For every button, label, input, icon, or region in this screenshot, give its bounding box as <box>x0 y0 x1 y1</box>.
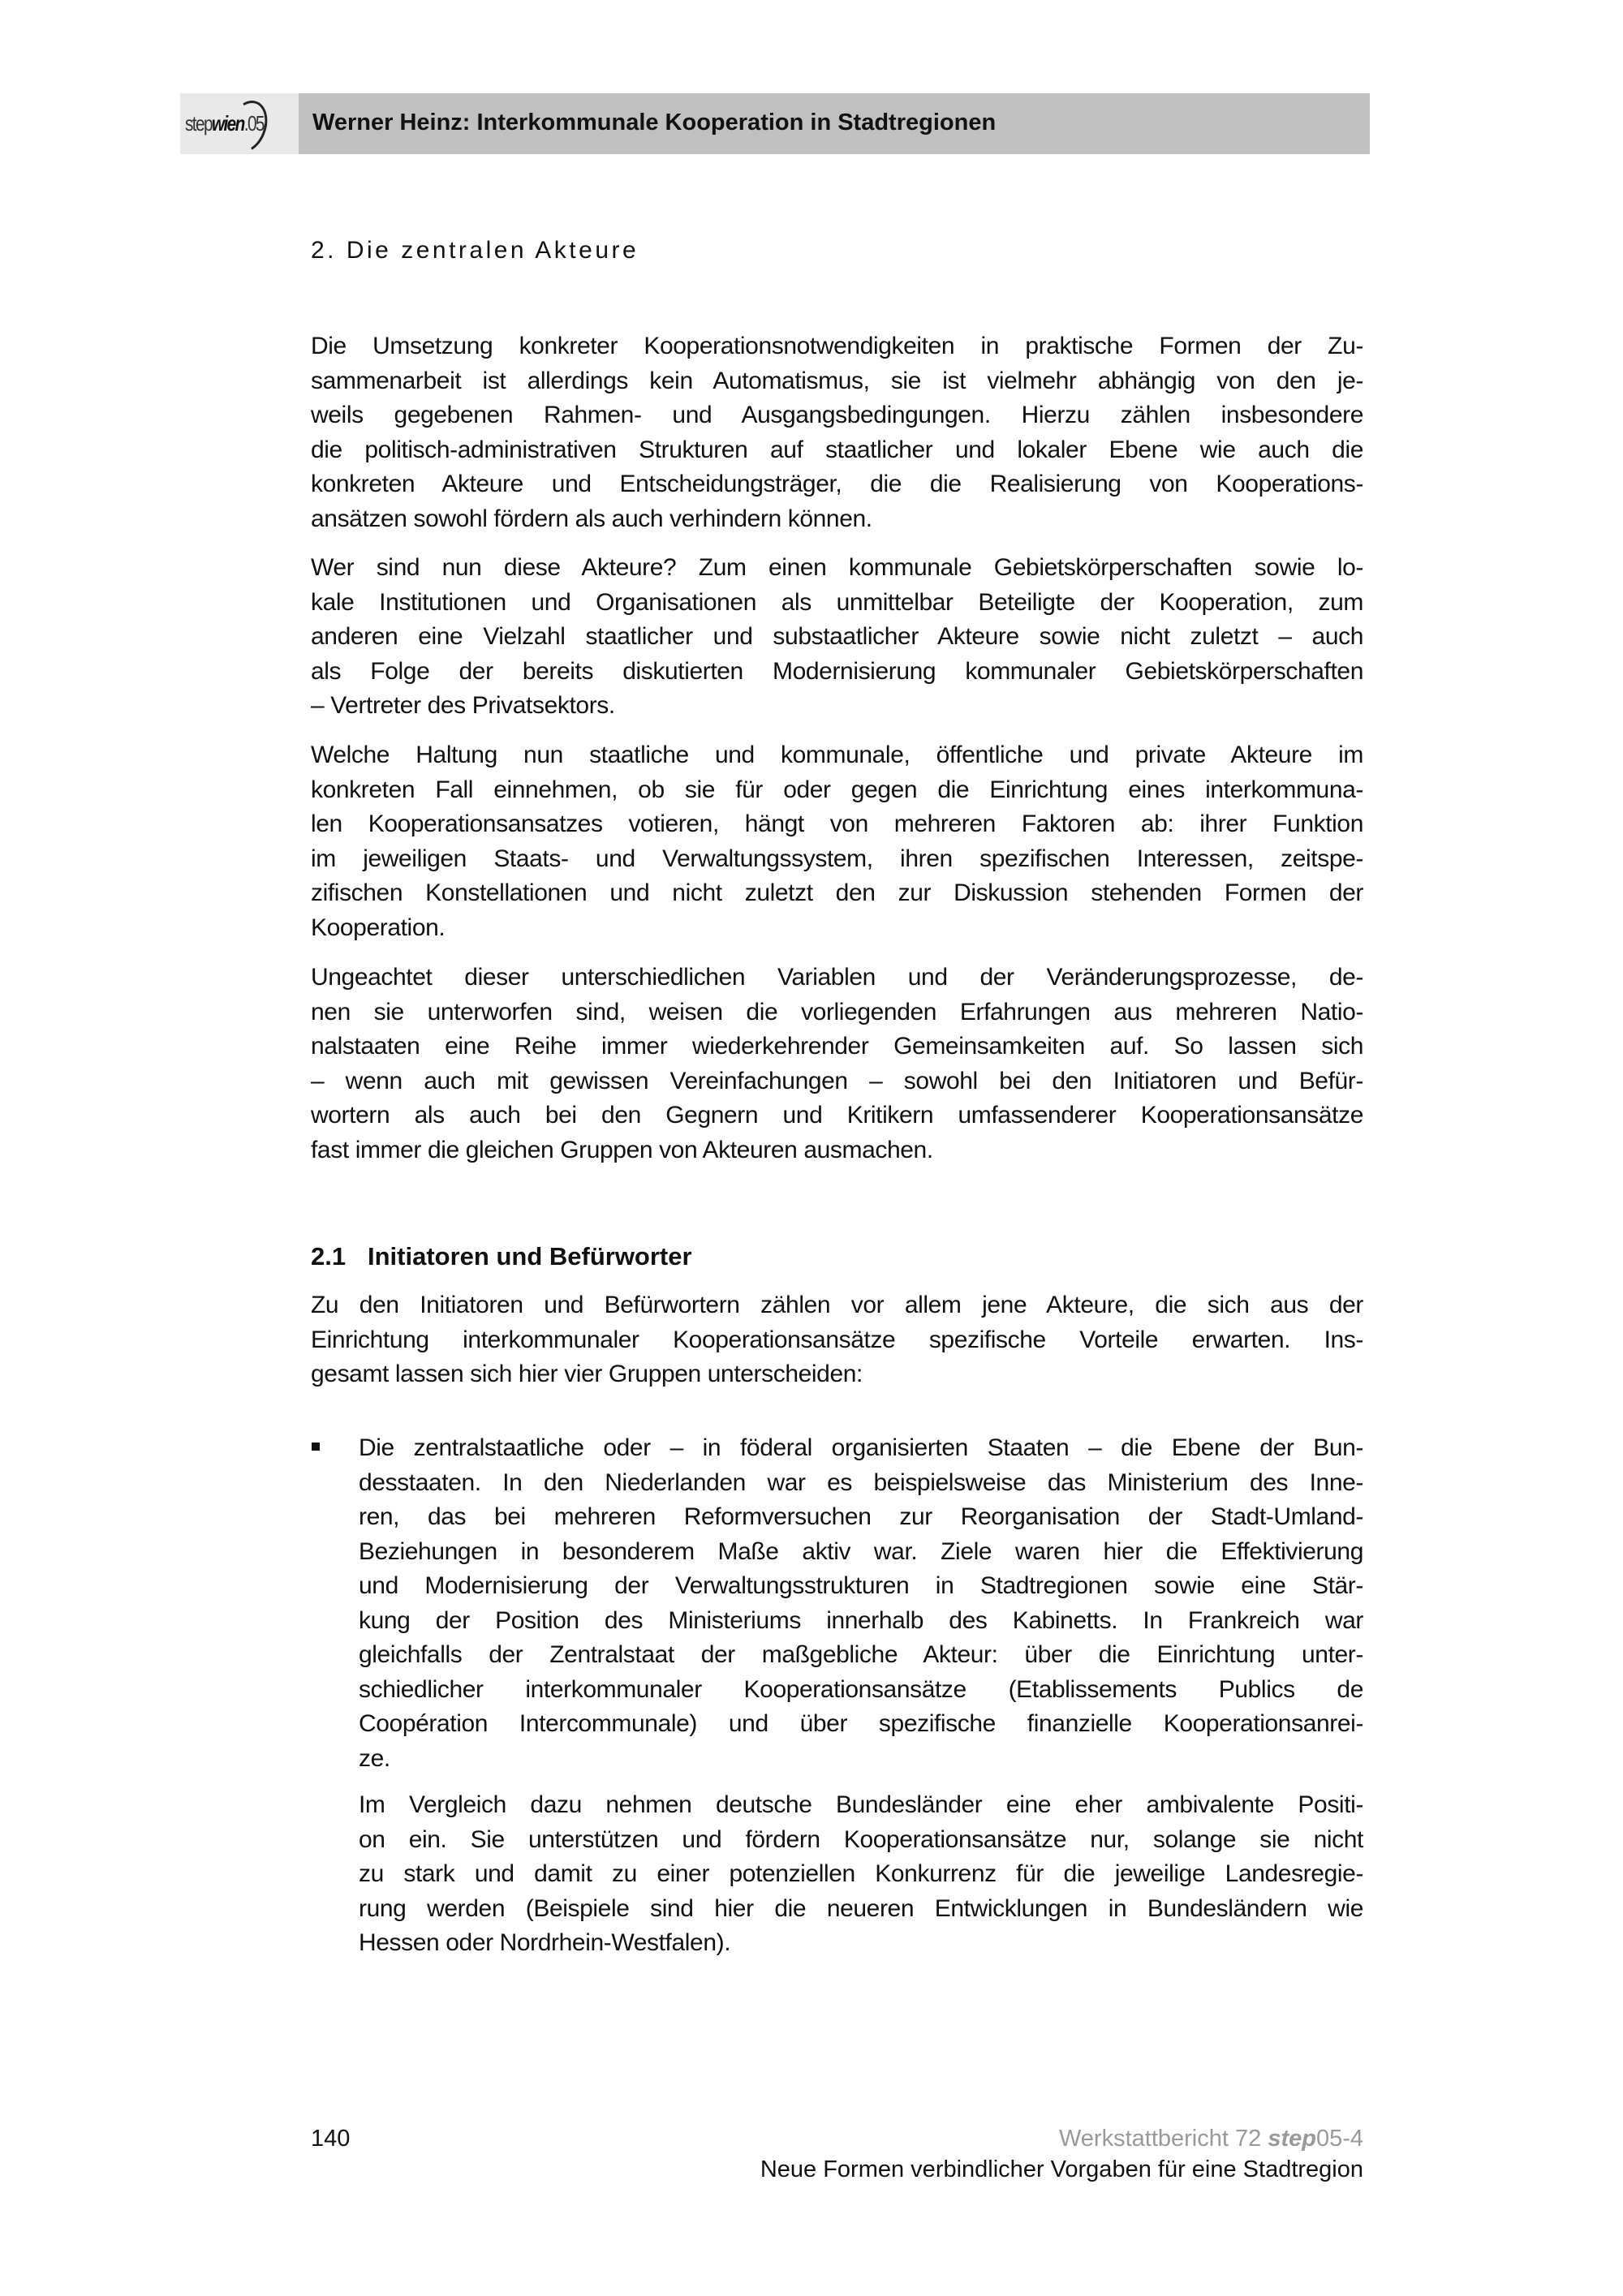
text-line: – wenn auch mit gewissen Vereinfachungen – sowohl bei den Initiatoren und Befür- <box>311 1067 1363 1094</box>
text-line: ren, das bei mehreren Reformversuchen zur Reorganisation der Stadt-Umland- <box>359 1503 1363 1530</box>
series-prefix: Werkstattbericht 72 <box>1058 2126 1268 2152</box>
logo-mid: wien <box>211 111 244 135</box>
text-line: Die zentralstaatliche oder – in föderal organisierten Staaten – die Ebene der Bun- <box>359 1434 1363 1461</box>
subsection-number: 2.1 <box>311 1242 347 1271</box>
text-line: nen sie unterworfen sind, weisen die vorliegenden Erfahrungen aus mehreren Natio- <box>311 998 1363 1025</box>
paragraph-5 <box>311 1288 1363 1392</box>
text-line: Hessen oder Nordrhein-Westfalen). <box>359 1929 731 1956</box>
text-line: ze. <box>359 1744 390 1772</box>
logo-suffix: .05 <box>243 111 264 135</box>
text-line: als Folge der bereits diskutierten Modernisierung kommunaler Gebietskörperschaften <box>311 657 1363 685</box>
text-line: Einrichtung interkommunaler Kooperationsansätze spezifische Vorteile erwarten. Ins- <box>311 1326 1363 1353</box>
text-line: zifischen Konstellationen und nicht zuletzt den zur Diskussion stehenden Formen der <box>311 879 1363 906</box>
text-line: Beziehungen in besonderem Maße aktiv war. Ziele waren hier die Effektivierung <box>359 1537 1363 1565</box>
header-title: Werner Heinz: Interkommunale Kooperation in Stadtregionen <box>312 110 997 135</box>
text-line: konkreten Fall einnehmen, ob sie für oder gegen die Einrichtung eines interkommuna- <box>311 776 1363 803</box>
text-line: nalstaaten eine Reihe immer wiederkehrender Gemeinsamkeiten auf. So lassen sich <box>311 1033 1363 1060</box>
footer-subtitle: Neue Formen verbindlicher Vorgaben für eine Stadtregion <box>760 2156 1363 2182</box>
text-line: Die Umsetzung konkreter Kooperationsnotwendigkeiten in praktische Formen der Zu- <box>311 333 1363 359</box>
stepwien-logo <box>180 93 299 154</box>
text-line: im jeweiligen Staats- und Verwaltungssystem, ihren spezifischen Interessen, zeitspe- <box>311 845 1363 872</box>
subsection-title: Initiatoren und Befürworter <box>368 1242 692 1271</box>
text-line: die politisch-administrativen Strukturen auf staatlicher und lokaler Ebene wie auch die <box>311 436 1363 463</box>
text-line: gesamt lassen sich hier vier Gruppen unterscheiden: <box>311 1361 863 1387</box>
text-line: sammenarbeit ist allerdings kein Automatismus, sie ist vielmehr abhängig von den je- <box>311 367 1363 394</box>
text-line: len Kooperationsansatzes votieren, hängt von mehreren Faktoren ab: ihrer Funktion <box>311 810 1363 837</box>
series-brand: step <box>1268 2126 1316 2152</box>
text-line: zu stark und damit zu einer potenziellen Konkurrenz für die jeweilige Landesregie- <box>359 1860 1363 1887</box>
text-line: Welche Haltung nun staatliche und kommunale, öffentliche und private Akteure im <box>311 742 1363 768</box>
page-header <box>180 93 1370 154</box>
footer-series <box>1059 2126 1363 2152</box>
section-heading: 2. Die zentralen Akteure <box>311 237 639 264</box>
text-line: kung der Position des Ministeriums innerhalb des Kabinetts. In Frankreich war <box>359 1606 1363 1634</box>
text-line: konkreten Akteure und Entscheidungsträger, die die Realisierung von Kooperations- <box>311 471 1363 497</box>
series-suffix: 05-4 <box>1315 2126 1363 2152</box>
text-line: und Modernisierung der Verwaltungsstrukturen in Stadtregionen sowie eine Stär- <box>359 1572 1363 1599</box>
text-line: Im Vergleich dazu nehmen deutsche Bundesländer eine eher ambivalente Positi- <box>359 1791 1363 1818</box>
text-line: schiedlicher interkommunaler Kooperationsansätze (Etablissements Publics de <box>359 1675 1363 1703</box>
text-line: desstaaten. In den Niederlanden war es beispielsweise das Ministerium des Inne- <box>359 1468 1363 1496</box>
text-line: on ein. Sie unterstützen und fördern Kooperationsansätze nur, solange sie nicht <box>359 1825 1363 1853</box>
text-line: Kooperation. <box>311 914 446 941</box>
bullet-item-1-continuation <box>359 1788 1363 1961</box>
text-line: – Vertreter des Privatsektors. <box>311 692 615 719</box>
text-line: gleichfalls der Zentralstaat der maßgebliche Akteur: über die Einrichtung unter- <box>359 1641 1363 1668</box>
text-line: fast immer die gleichen Gruppen von Akteuren ausmachen. <box>311 1136 933 1163</box>
subsection-heading <box>311 1240 692 1274</box>
text-line: ansätzen sowohl fördern als auch verhindern können. <box>311 505 872 532</box>
paragraph-1 <box>311 329 1363 536</box>
text-line: rung werden (Beispiele sind hier die neueren Entwicklungen in Bundesländern wie <box>359 1894 1363 1922</box>
text-line: Ungeachtet dieser unterschiedlichen Variablen und der Veränderungsprozesse, de- <box>311 964 1363 991</box>
page-number: 140 <box>311 2126 351 2152</box>
bullet-item-1 <box>359 1431 1363 1776</box>
text-line: Coopération Intercommunale) und über spezifische finanzielle Kooperationsanrei- <box>359 1710 1363 1737</box>
text-line: anderen eine Vielzahl staatlicher und substaatlicher Akteure sowie nicht zuletzt – auch <box>311 623 1363 650</box>
paragraph-2 <box>311 551 1363 724</box>
text-line: Wer sind nun diese Akteure? Zum einen kommunale Gebietskörperschaften sowie lo- <box>311 554 1363 581</box>
paragraph-3 <box>311 738 1363 945</box>
text-line: wortern als auch bei den Gegnern und Kritikern umfassenderer Kooperationsansätze <box>311 1102 1363 1129</box>
text-line: Zu den Initiatoren und Befürwortern zählen vor allem jene Akteure, die sich aus der <box>311 1292 1363 1318</box>
paragraph-4 <box>311 961 1363 1167</box>
bullet-square-icon <box>312 1443 320 1451</box>
logo-prefix: step <box>185 111 212 135</box>
text-line: kale Institutionen und Organisationen als unmittelbar Beteiligte der Kooperation, zum <box>311 588 1363 616</box>
text-line: weils gegebenen Rahmen- und Ausgangsbedingungen. Hierzu zählen insbesondere <box>311 402 1363 428</box>
